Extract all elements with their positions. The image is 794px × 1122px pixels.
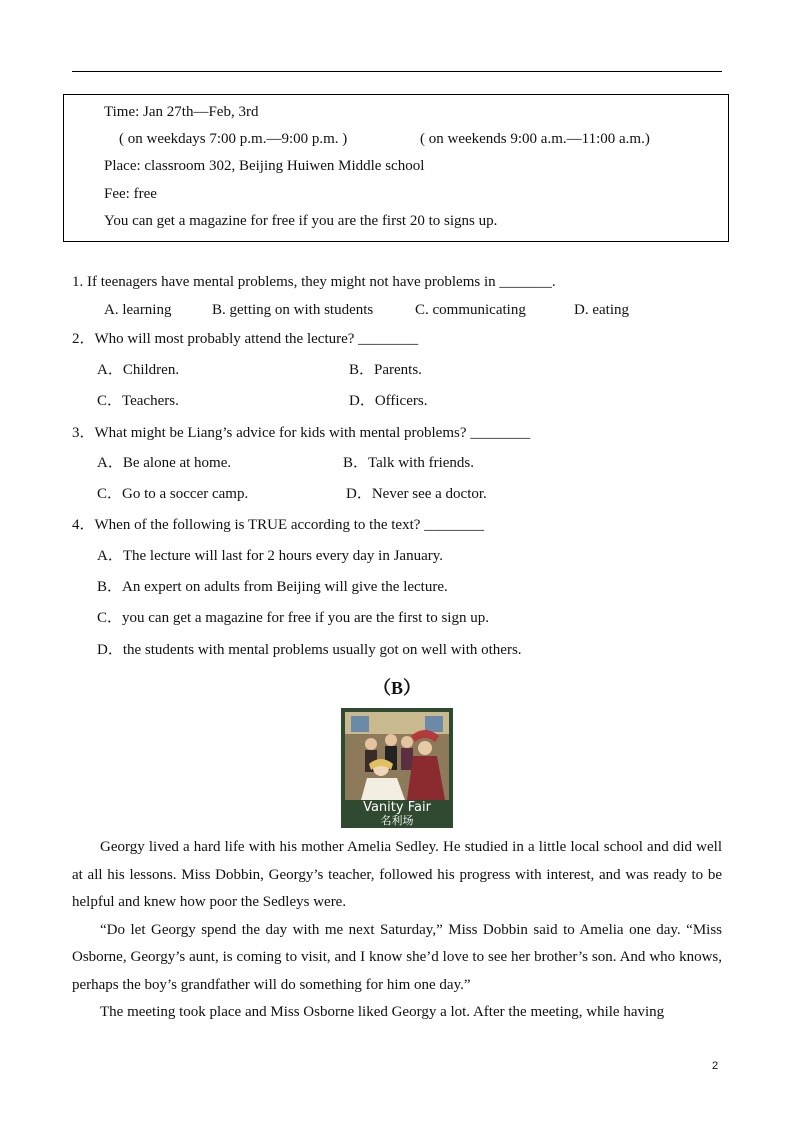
question-stem: 1. If teenagers have mental problems, they might not have problems in _______. xyxy=(72,274,556,290)
page-number: 2 xyxy=(712,1060,719,1072)
notice-fee: Fee: free xyxy=(104,186,157,202)
option-d: D. eating xyxy=(574,302,629,318)
notice-weekends: ( on weekends 9:00 a.m.—11:00 a.m.) xyxy=(420,131,650,147)
section-title: （B） xyxy=(372,678,421,698)
option-c: C. communicating xyxy=(415,302,526,318)
option-c: C．Go to a soccer camp. xyxy=(97,486,249,502)
option-b: B．Talk with friends. xyxy=(343,455,475,471)
question-stem: 4．When of the following is TRUE according to the text? ________ xyxy=(72,517,485,533)
passage-b xyxy=(72,834,722,1027)
book-cover-image xyxy=(341,708,453,828)
option-d: D．Officers. xyxy=(349,393,428,409)
book-cover-title-cn: 名利场 xyxy=(380,814,414,827)
question-stem: 2．Who will most probably attend the lecture? ________ xyxy=(72,331,419,347)
notice-magazine: You can get a magazine for free if you are the first 20 to signs up. xyxy=(104,213,498,229)
option-c: C．you can get a magazine for free if you are the first to sign up. xyxy=(97,610,489,626)
notice-time: Time: Jan 27th—Feb, 3rd xyxy=(104,104,259,120)
option-d: D．Never see a doctor. xyxy=(346,486,487,502)
passage-paragraph-1: Georgy lived a hard life with his mother Amelia Sedley. He studied in a little local school and did well at all his lessons. Miss Dobbin, Georgy’s teacher, followed his progress with interest, and was ready to be helpful and knew how poor the Sedleys were. xyxy=(72,839,722,910)
notice-place: Place: classroom 302, Beijing Huiwen Middle school xyxy=(104,158,425,174)
option-d: D．the students with mental problems usually got on well with others. xyxy=(97,642,522,658)
option-a: A．Children. xyxy=(97,362,180,378)
passage-paragraph-3: The meeting took place and Miss Osborne liked Georgy a lot. After the meeting, while having xyxy=(100,1004,665,1020)
option-a: A. learning xyxy=(104,302,172,318)
notice-weekdays: ( on weekdays 7:00 p.m.—9:00 p.m. ) xyxy=(119,131,348,147)
option-b: B．Parents. xyxy=(349,362,422,378)
passage-paragraph-2: “Do let Georgy spend the day with me next Saturday,” Miss Dobbin said to Amelia one day. “Miss Osborne, Georgy’s aunt, is coming to visit, and I know she’d love to see her brother’s son. And who knows, perhaps the boy’s grandfather will do something for him one day.” xyxy=(72,921,722,993)
option-a: A．Be alone at home. xyxy=(97,455,232,471)
lecture-notice-box xyxy=(63,94,729,242)
book-cover-title-en: Vanity Fair xyxy=(363,800,431,815)
option-c: C．Teachers. xyxy=(97,393,179,409)
header-rule xyxy=(72,71,722,72)
question-stem: 3．What might be Liang’s advice for kids with mental problems? ________ xyxy=(72,425,531,441)
option-a: A．The lecture will last for 2 hours every day in January. xyxy=(97,548,444,564)
option-b: B．An expert on adults from Beijing will give the lecture. xyxy=(97,579,448,595)
option-b: B. getting on with students xyxy=(212,302,374,318)
